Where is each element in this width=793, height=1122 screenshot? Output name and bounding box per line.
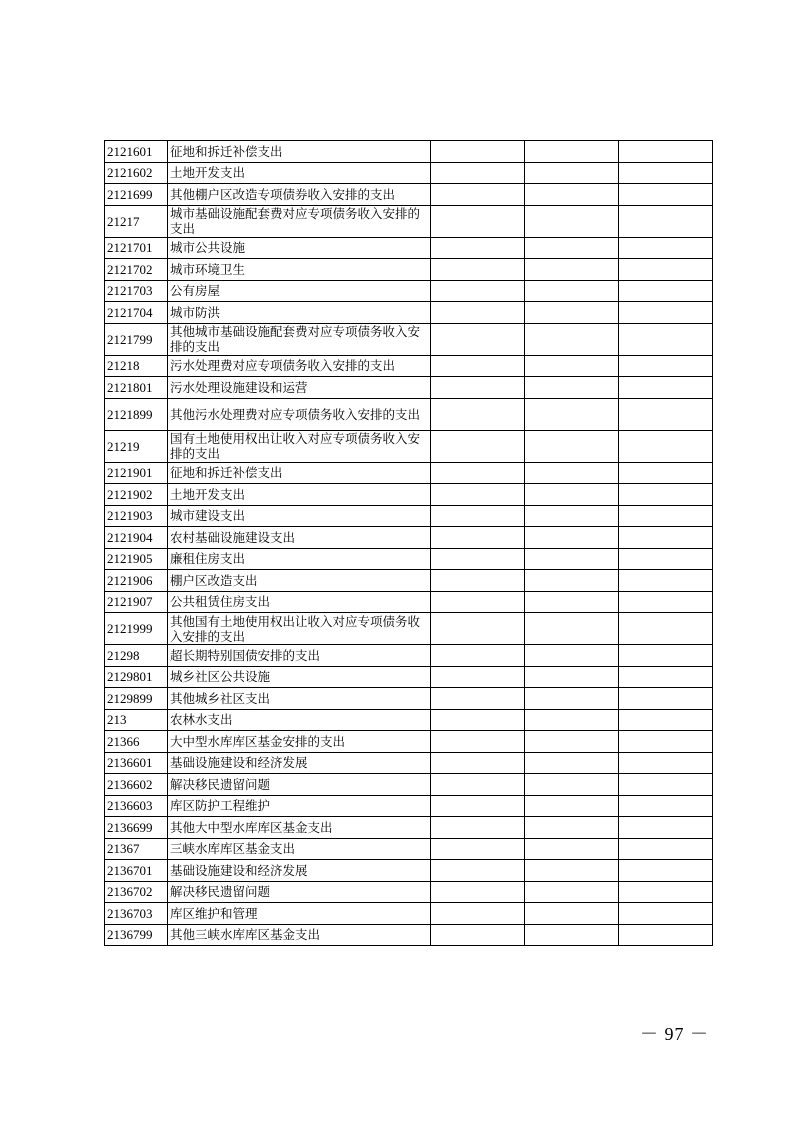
- amount-cell: [525, 280, 619, 302]
- subject-name-cell: 污水处理费对应专项债务收入安排的支出: [168, 355, 431, 377]
- amount-cell: [431, 795, 525, 817]
- table-row: [105, 881, 713, 903]
- table-row: [105, 860, 713, 882]
- amount-cell: [431, 259, 525, 281]
- subject-name-cell: 城市防洪: [168, 302, 431, 324]
- subject-name-cell: 三峡水库库区基金支出: [168, 838, 431, 860]
- amount-cell: [525, 302, 619, 324]
- amount-cell: [525, 838, 619, 860]
- amount-cell: [431, 817, 525, 839]
- amount-cell: [525, 817, 619, 839]
- subject-name-cell: 解决移民遗留问题: [168, 881, 431, 903]
- table-row: [105, 280, 713, 302]
- subject-code-cell: 21367: [105, 838, 168, 860]
- amount-cell: [431, 323, 525, 355]
- amount-cell: [525, 141, 619, 163]
- amount-cell: [431, 860, 525, 882]
- subject-code-cell: 2136703: [105, 903, 168, 925]
- amount-cell: [431, 430, 525, 462]
- amount-cell: [619, 591, 713, 613]
- amount-cell: [619, 688, 713, 710]
- amount-cell: [431, 205, 525, 237]
- amount-cell: [525, 162, 619, 184]
- subject-code-cell: 2121902: [105, 484, 168, 506]
- table-row: [105, 752, 713, 774]
- amount-cell: [431, 774, 525, 796]
- subject-code-cell: 2121899: [105, 398, 168, 430]
- subject-name-cell: 其他污水处理费对应专项债务收入安排的支出: [168, 398, 431, 430]
- subject-code-cell: 2121903: [105, 505, 168, 527]
- subject-name-cell: 其他棚户区改造专项债券收入安排的支出: [168, 184, 431, 206]
- amount-cell: [619, 377, 713, 399]
- amount-cell: [431, 237, 525, 259]
- amount-cell: [619, 484, 713, 506]
- amount-cell: [431, 709, 525, 731]
- amount-cell: [525, 205, 619, 237]
- amount-cell: [619, 505, 713, 527]
- table-row: [105, 688, 713, 710]
- budget-expenditure-table: [104, 140, 713, 946]
- amount-cell: [431, 505, 525, 527]
- amount-cell: [431, 570, 525, 592]
- subject-name-cell: 棚户区改造支出: [168, 570, 431, 592]
- amount-cell: [431, 881, 525, 903]
- table-row: [105, 430, 713, 462]
- subject-code-cell: 2121906: [105, 570, 168, 592]
- subject-name-cell: 其他城乡社区支出: [168, 688, 431, 710]
- amount-cell: [525, 752, 619, 774]
- amount-cell: [525, 881, 619, 903]
- amount-cell: [619, 280, 713, 302]
- subject-name-cell: 基础设施建设和经济发展: [168, 860, 431, 882]
- table-row: [105, 302, 713, 324]
- table-row: [105, 205, 713, 237]
- amount-cell: [619, 548, 713, 570]
- subject-code-cell: 2121601: [105, 141, 168, 163]
- subject-code-cell: 21217: [105, 205, 168, 237]
- subject-code-cell: 2121901: [105, 462, 168, 484]
- amount-cell: [619, 613, 713, 645]
- amount-cell: [619, 903, 713, 925]
- table-row: [105, 377, 713, 399]
- table-row: [105, 462, 713, 484]
- amount-cell: [525, 774, 619, 796]
- subject-name-cell: 污水处理设施建设和运营: [168, 377, 431, 399]
- amount-cell: [525, 860, 619, 882]
- subject-code-cell: 2121704: [105, 302, 168, 324]
- table-row: [105, 141, 713, 163]
- amount-cell: [525, 795, 619, 817]
- subject-code-cell: 2136601: [105, 752, 168, 774]
- amount-cell: [619, 398, 713, 430]
- amount-cell: [525, 323, 619, 355]
- amount-cell: [431, 613, 525, 645]
- amount-cell: [619, 731, 713, 753]
- subject-name-cell: 基础设施建设和经济发展: [168, 752, 431, 774]
- table-row: [105, 591, 713, 613]
- subject-name-cell: 城市环境卫生: [168, 259, 431, 281]
- amount-cell: [525, 484, 619, 506]
- subject-name-cell: 土地开发支出: [168, 162, 431, 184]
- amount-cell: [431, 141, 525, 163]
- table-row: [105, 838, 713, 860]
- amount-cell: [431, 645, 525, 667]
- amount-cell: [431, 355, 525, 377]
- subject-name-cell: 公共租赁住房支出: [168, 591, 431, 613]
- amount-cell: [619, 666, 713, 688]
- subject-code-cell: 2121703: [105, 280, 168, 302]
- subject-name-cell: 国有土地使用权出让收入对应专项债务收入安排的支出: [168, 430, 431, 462]
- amount-cell: [525, 377, 619, 399]
- amount-cell: [619, 237, 713, 259]
- amount-cell: [525, 548, 619, 570]
- amount-cell: [619, 527, 713, 549]
- amount-cell: [525, 613, 619, 645]
- subject-code-cell: 2136702: [105, 881, 168, 903]
- amount-cell: [431, 591, 525, 613]
- subject-code-cell: 2121602: [105, 162, 168, 184]
- subject-code-cell: 213: [105, 709, 168, 731]
- amount-cell: [431, 752, 525, 774]
- amount-cell: [619, 795, 713, 817]
- subject-code-cell: 2121999: [105, 613, 168, 645]
- amount-cell: [525, 709, 619, 731]
- subject-name-cell: 其他国有土地使用权出让收入对应专项债务收入安排的支出: [168, 613, 431, 645]
- amount-cell: [525, 184, 619, 206]
- subject-name-cell: 解决移民遗留问题: [168, 774, 431, 796]
- table-body: [105, 141, 713, 946]
- subject-code-cell: 2136602: [105, 774, 168, 796]
- subject-code-cell: 2136701: [105, 860, 168, 882]
- amount-cell: [431, 398, 525, 430]
- subject-code-cell: 21219: [105, 430, 168, 462]
- subject-code-cell: 2121702: [105, 259, 168, 281]
- amount-cell: [525, 570, 619, 592]
- amount-cell: [431, 162, 525, 184]
- amount-cell: [619, 430, 713, 462]
- subject-code-cell: 2136699: [105, 817, 168, 839]
- amount-cell: [619, 924, 713, 946]
- amount-cell: [525, 645, 619, 667]
- subject-code-cell: 2121904: [105, 527, 168, 549]
- subject-name-cell: 公有房屋: [168, 280, 431, 302]
- subject-code-cell: 21298: [105, 645, 168, 667]
- amount-cell: [619, 141, 713, 163]
- subject-name-cell: 土地开发支出: [168, 484, 431, 506]
- table-row: [105, 645, 713, 667]
- table-row: [105, 527, 713, 549]
- subject-code-cell: 2136603: [105, 795, 168, 817]
- amount-cell: [619, 881, 713, 903]
- amount-cell: [619, 774, 713, 796]
- subject-name-cell: 库区维护和管理: [168, 903, 431, 925]
- table-row: [105, 795, 713, 817]
- subject-name-cell: 征地和拆迁补偿支出: [168, 462, 431, 484]
- table-row: [105, 570, 713, 592]
- table-row: [105, 924, 713, 946]
- subject-code-cell: 2129899: [105, 688, 168, 710]
- subject-name-cell: 城乡社区公共设施: [168, 666, 431, 688]
- amount-cell: [619, 570, 713, 592]
- table-row: [105, 484, 713, 506]
- subject-code-cell: 21218: [105, 355, 168, 377]
- amount-cell: [619, 323, 713, 355]
- amount-cell: [619, 817, 713, 839]
- table-row: [105, 184, 713, 206]
- amount-cell: [431, 688, 525, 710]
- amount-cell: [525, 666, 619, 688]
- subject-name-cell: 农村基础设施建设支出: [168, 527, 431, 549]
- subject-code-cell: 2121701: [105, 237, 168, 259]
- table-row: [105, 666, 713, 688]
- amount-cell: [431, 377, 525, 399]
- amount-cell: [431, 838, 525, 860]
- amount-cell: [431, 302, 525, 324]
- amount-cell: [431, 924, 525, 946]
- amount-cell: [619, 462, 713, 484]
- amount-cell: [525, 259, 619, 281]
- subject-name-cell: 超长期特别国债安排的支出: [168, 645, 431, 667]
- amount-cell: [619, 709, 713, 731]
- amount-cell: [525, 237, 619, 259]
- subject-code-cell: 2121907: [105, 591, 168, 613]
- table-row: [105, 323, 713, 355]
- table-row: [105, 259, 713, 281]
- amount-cell: [525, 430, 619, 462]
- amount-cell: [525, 398, 619, 430]
- amount-cell: [525, 355, 619, 377]
- subject-code-cell: 2121799: [105, 323, 168, 355]
- amount-cell: [525, 924, 619, 946]
- amount-cell: [431, 548, 525, 570]
- subject-name-cell: 其他大中型水库库区基金支出: [168, 817, 431, 839]
- table-row: [105, 731, 713, 753]
- subject-code-cell: 2136799: [105, 924, 168, 946]
- subject-name-cell: 城市建设支出: [168, 505, 431, 527]
- table-row: [105, 548, 713, 570]
- amount-cell: [619, 645, 713, 667]
- amount-cell: [619, 302, 713, 324]
- subject-name-cell: 城市基础设施配套费对应专项债务收入安排的支出: [168, 205, 431, 237]
- table-row: [105, 613, 713, 645]
- amount-cell: [619, 162, 713, 184]
- amount-cell: [525, 731, 619, 753]
- amount-cell: [431, 527, 525, 549]
- amount-cell: [431, 484, 525, 506]
- amount-cell: [525, 903, 619, 925]
- table-row: [105, 709, 713, 731]
- table-row: [105, 355, 713, 377]
- amount-cell: [525, 688, 619, 710]
- subject-name-cell: 农林水支出: [168, 709, 431, 731]
- subject-code-cell: 2121699: [105, 184, 168, 206]
- table-row: [105, 774, 713, 796]
- subject-name-cell: 库区防护工程维护: [168, 795, 431, 817]
- amount-cell: [525, 505, 619, 527]
- table-row: [105, 162, 713, 184]
- amount-cell: [619, 860, 713, 882]
- amount-cell: [431, 731, 525, 753]
- amount-cell: [619, 259, 713, 281]
- table-row: [105, 237, 713, 259]
- page-number: － 97 －: [640, 1024, 709, 1044]
- subject-name-cell: 征地和拆迁补偿支出: [168, 141, 431, 163]
- amount-cell: [431, 280, 525, 302]
- subject-name-cell: 大中型水库库区基金安排的支出: [168, 731, 431, 753]
- subject-code-cell: 2121905: [105, 548, 168, 570]
- amount-cell: [525, 462, 619, 484]
- amount-cell: [619, 184, 713, 206]
- amount-cell: [431, 462, 525, 484]
- table-row: [105, 398, 713, 430]
- amount-cell: [619, 355, 713, 377]
- amount-cell: [619, 205, 713, 237]
- table-row: [105, 817, 713, 839]
- subject-code-cell: 2129801: [105, 666, 168, 688]
- subject-code-cell: 21366: [105, 731, 168, 753]
- amount-cell: [431, 184, 525, 206]
- subject-code-cell: 2121801: [105, 377, 168, 399]
- amount-cell: [525, 527, 619, 549]
- subject-name-cell: 其他城市基础设施配套费对应专项债务收入安排的支出: [168, 323, 431, 355]
- subject-name-cell: 城市公共设施: [168, 237, 431, 259]
- subject-name-cell: 其他三峡水库库区基金支出: [168, 924, 431, 946]
- table-row: [105, 505, 713, 527]
- table-row: [105, 903, 713, 925]
- amount-cell: [431, 903, 525, 925]
- amount-cell: [525, 591, 619, 613]
- amount-cell: [619, 752, 713, 774]
- subject-name-cell: 廉租住房支出: [168, 548, 431, 570]
- amount-cell: [431, 666, 525, 688]
- amount-cell: [619, 838, 713, 860]
